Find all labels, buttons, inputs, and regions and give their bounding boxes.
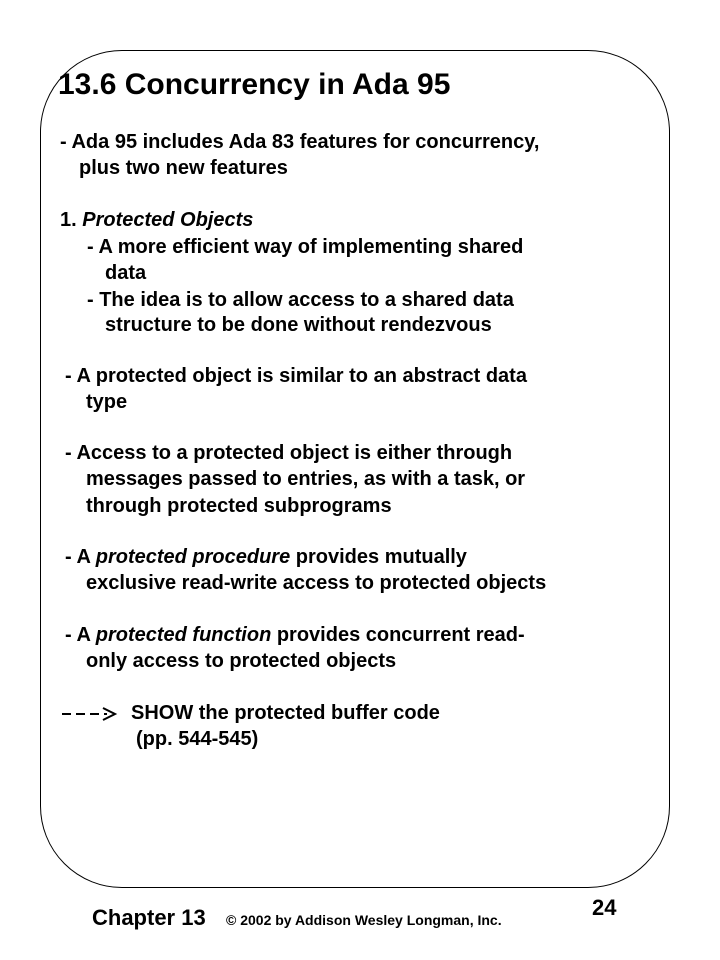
point-4-line-2: exclusive read-write access to protected objects: [86, 572, 547, 594]
point-4-line-1: [65, 546, 467, 569]
item-1-sub-2-line-2: structure to be done without rendezvous: [105, 314, 492, 336]
point-4-prefix: - A: [65, 546, 96, 568]
item-1-term: Protected Objects: [82, 209, 254, 231]
page-number: 24: [592, 895, 617, 920]
item-1-heading: [60, 209, 253, 232]
intro-line-1: - Ada 95 includes Ada 83 features for concurrency,: [60, 131, 540, 153]
show-code-text: SHOW the protected buffer code: [131, 702, 440, 724]
point-4-term: protected procedure: [95, 546, 291, 568]
item-1-sub-1-line-2: data: [105, 262, 147, 284]
footer-chapter: Chapter 13: [92, 905, 206, 930]
dashed-arrow-right-icon: [60, 703, 118, 723]
point-5-line-2: only access to protected objects: [86, 650, 397, 672]
item-1-sub-1-line-1: - A more efficient way of implementing shared: [87, 236, 524, 258]
slide-title: 13.6 Concurrency in Ada 95: [58, 68, 451, 101]
point-5-term: protected function: [95, 624, 272, 646]
point-5-rest: provides concurrent read-: [271, 624, 525, 646]
pages-reference: (pp. 544-545): [136, 728, 259, 750]
point-2-line-1: - A protected object is similar to an abstract data: [65, 365, 527, 387]
point-5-prefix: - A: [65, 624, 96, 646]
point-5-line-1: [65, 624, 525, 647]
point-3-line-1: - Access to a protected object is either through: [65, 442, 513, 464]
point-4-rest: provides mutually: [290, 546, 467, 568]
intro-line-2: plus two new features: [79, 157, 288, 179]
point-2-line-2: type: [86, 391, 128, 413]
point-3-line-2: messages passed to entries, as with a task, or: [86, 468, 526, 490]
footer-copyright: © 2002 by Addison Wesley Longman, Inc.: [226, 912, 502, 928]
item-1-number: 1.: [60, 209, 83, 231]
item-1-sub-2-line-1: - The idea is to allow access to a shared data: [87, 289, 514, 311]
point-3-line-3: through protected subprograms: [86, 495, 392, 517]
